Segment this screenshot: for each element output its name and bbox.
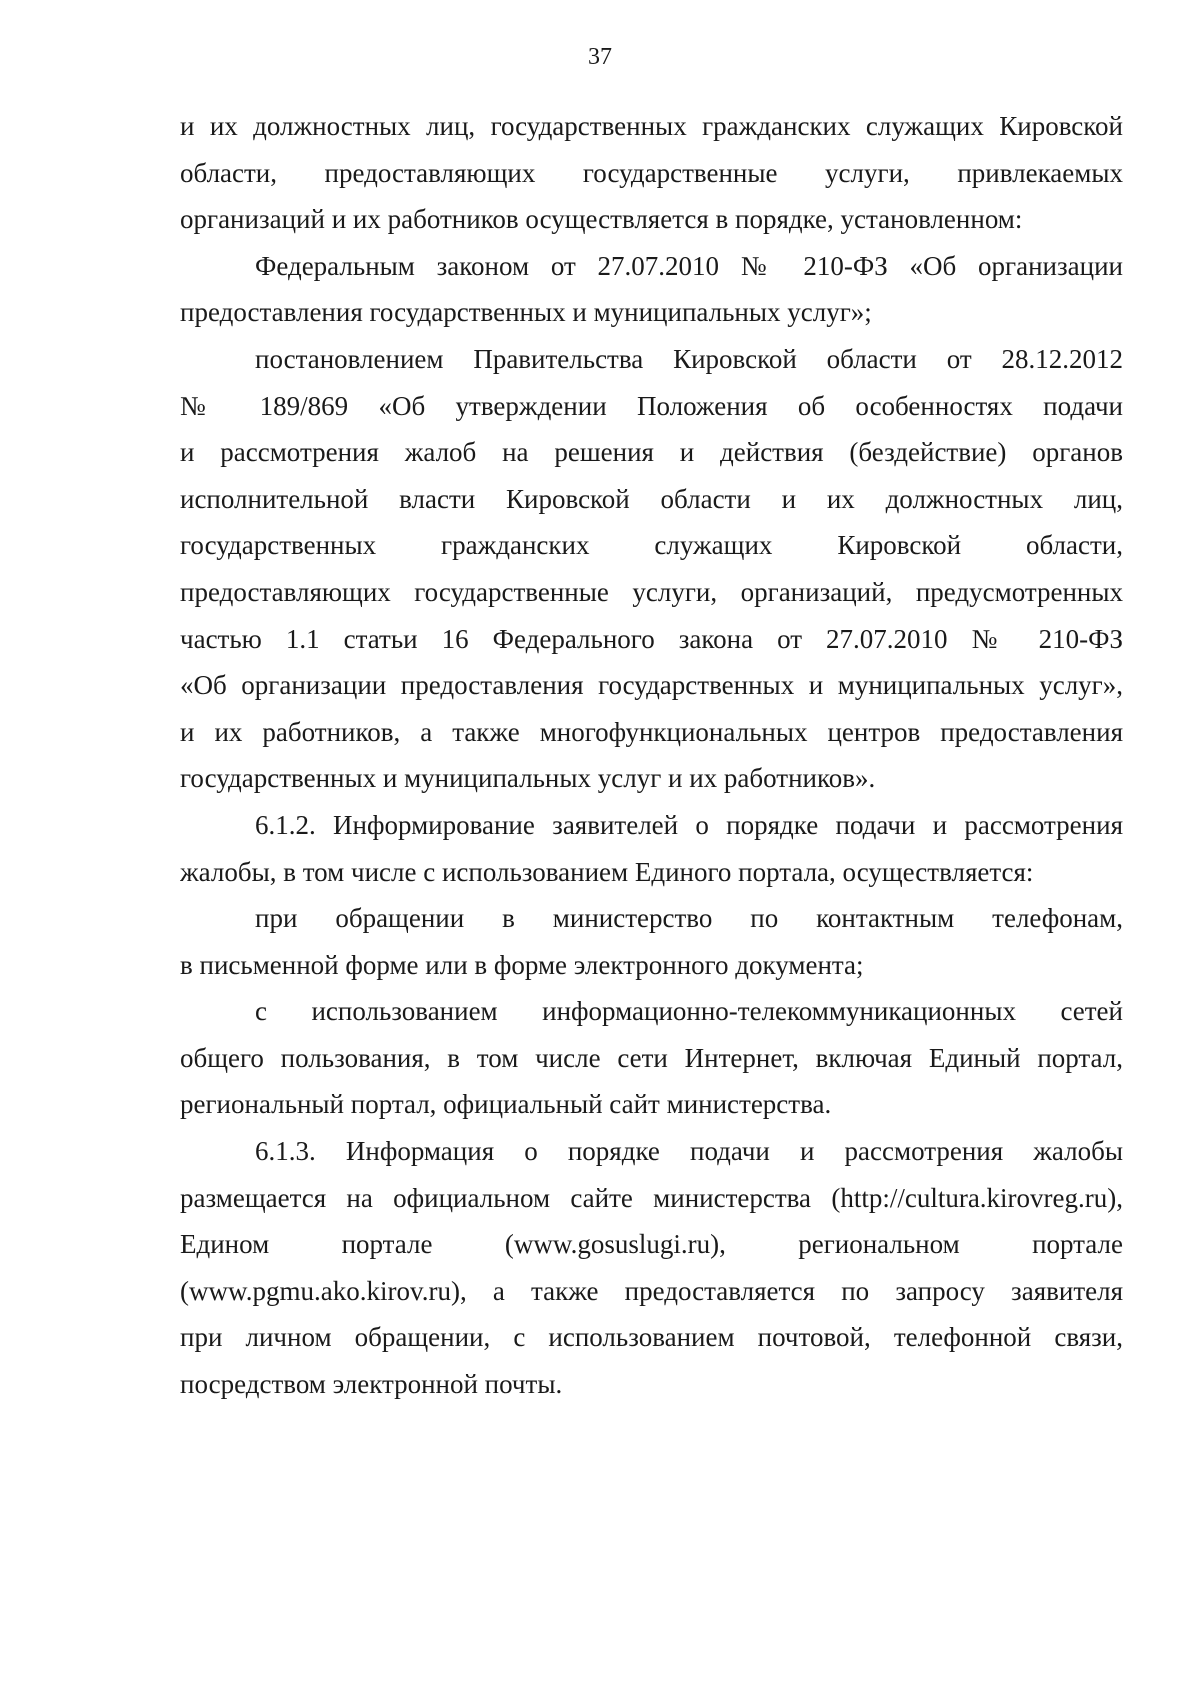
- paragraph-4-line-1: 6.1.2. Информирование заявителей о порядке подачи и рассмотрения: [255, 809, 1123, 840]
- paragraph-3-line-10: государственных и муниципальных услуг и их работников».: [180, 763, 876, 794]
- paragraph-1-line-2: области, предоставляющих государственные услуги, привлекаемых: [180, 157, 1123, 188]
- paragraph-2-line-2: предоставления государственных и муниципальных услуг»;: [180, 297, 872, 328]
- paragraph-7-line-1: 6.1.3. Информация о порядке подачи и рассмотрения жалобы: [255, 1136, 1123, 1167]
- paragraph-7-line-3: Едином портале (www.gosuslugi.ru), региональном портале: [180, 1229, 1123, 1260]
- paragraph-1-line-3: организаций и их работников осуществляется в порядке, установленном:: [180, 204, 1023, 235]
- paragraph-3-line-6: предоставляющих государственные услуги, организаций, предусмотренных: [180, 576, 1123, 607]
- paragraph-3-line-9: и их работников, а также многофункциональных центров предоставления: [180, 716, 1123, 747]
- document-body: [180, 103, 1123, 1408]
- page-number: 37: [588, 44, 612, 70]
- paragraph-3-line-4: исполнительной власти Кировской области и их должностных лиц,: [180, 483, 1123, 514]
- paragraph-7-line-2: размещается на официальном сайте министерства (http://cultura.kirovreg.ru),: [180, 1182, 1123, 1213]
- paragraph-3-line-2: № 189/869 «Об утверждении Положения об особенностях подачи: [180, 390, 1123, 421]
- paragraph-6-line-2: общего пользования, в том числе сети Интернет, включая Единый портал,: [180, 1042, 1123, 1073]
- paragraph-5-line-1: при обращении в министерство по контактным телефонам,: [255, 903, 1123, 934]
- paragraph-1-line-1: и их должностных лиц, государственных гражданских служащих Кировской: [180, 111, 1123, 141]
- paragraph-7-line-5: при личном обращении, с использованием почтовой, телефонной связи,: [180, 1322, 1123, 1353]
- paragraph-4-line-2: жалобы, в том числе с использованием Единого портала, осуществляется:: [180, 856, 1034, 887]
- paragraph-6-line-3: региональный портал, официальный сайт министерства.: [180, 1089, 832, 1120]
- paragraph-3-line-5: государственных гражданских служащих Кировской области,: [180, 530, 1123, 561]
- paragraph-3-line-7: частью 1.1 статьи 16 Федерального закона от 27.07.2010 № 210-ФЗ: [180, 623, 1123, 654]
- paragraph-3-line-8: «Об организации предоставления государственных и муниципальных услуг»,: [180, 670, 1123, 701]
- paragraph-3-line-3: и рассмотрения жалоб на решения и действия (бездействие) органов: [180, 437, 1123, 468]
- paragraph-3-line-1: постановлением Правительства Кировской области от 28.12.2012: [255, 343, 1123, 374]
- paragraph-5-line-2: в письменной форме или в форме электронного документа;: [180, 949, 864, 980]
- paragraph-2-line-1: Федеральным законом от 27.07.2010 № 210-ФЗ «Об организации: [255, 250, 1123, 281]
- paragraph-7-line-6: посредством электронной почты.: [180, 1369, 563, 1400]
- paragraph-7-line-4: (www.pgmu.ako.kirov.ru), а также предоставляется по запросу заявителя: [180, 1275, 1123, 1306]
- paragraph-6-line-1: с использованием информационно-телекоммуникационных сетей: [255, 996, 1123, 1027]
